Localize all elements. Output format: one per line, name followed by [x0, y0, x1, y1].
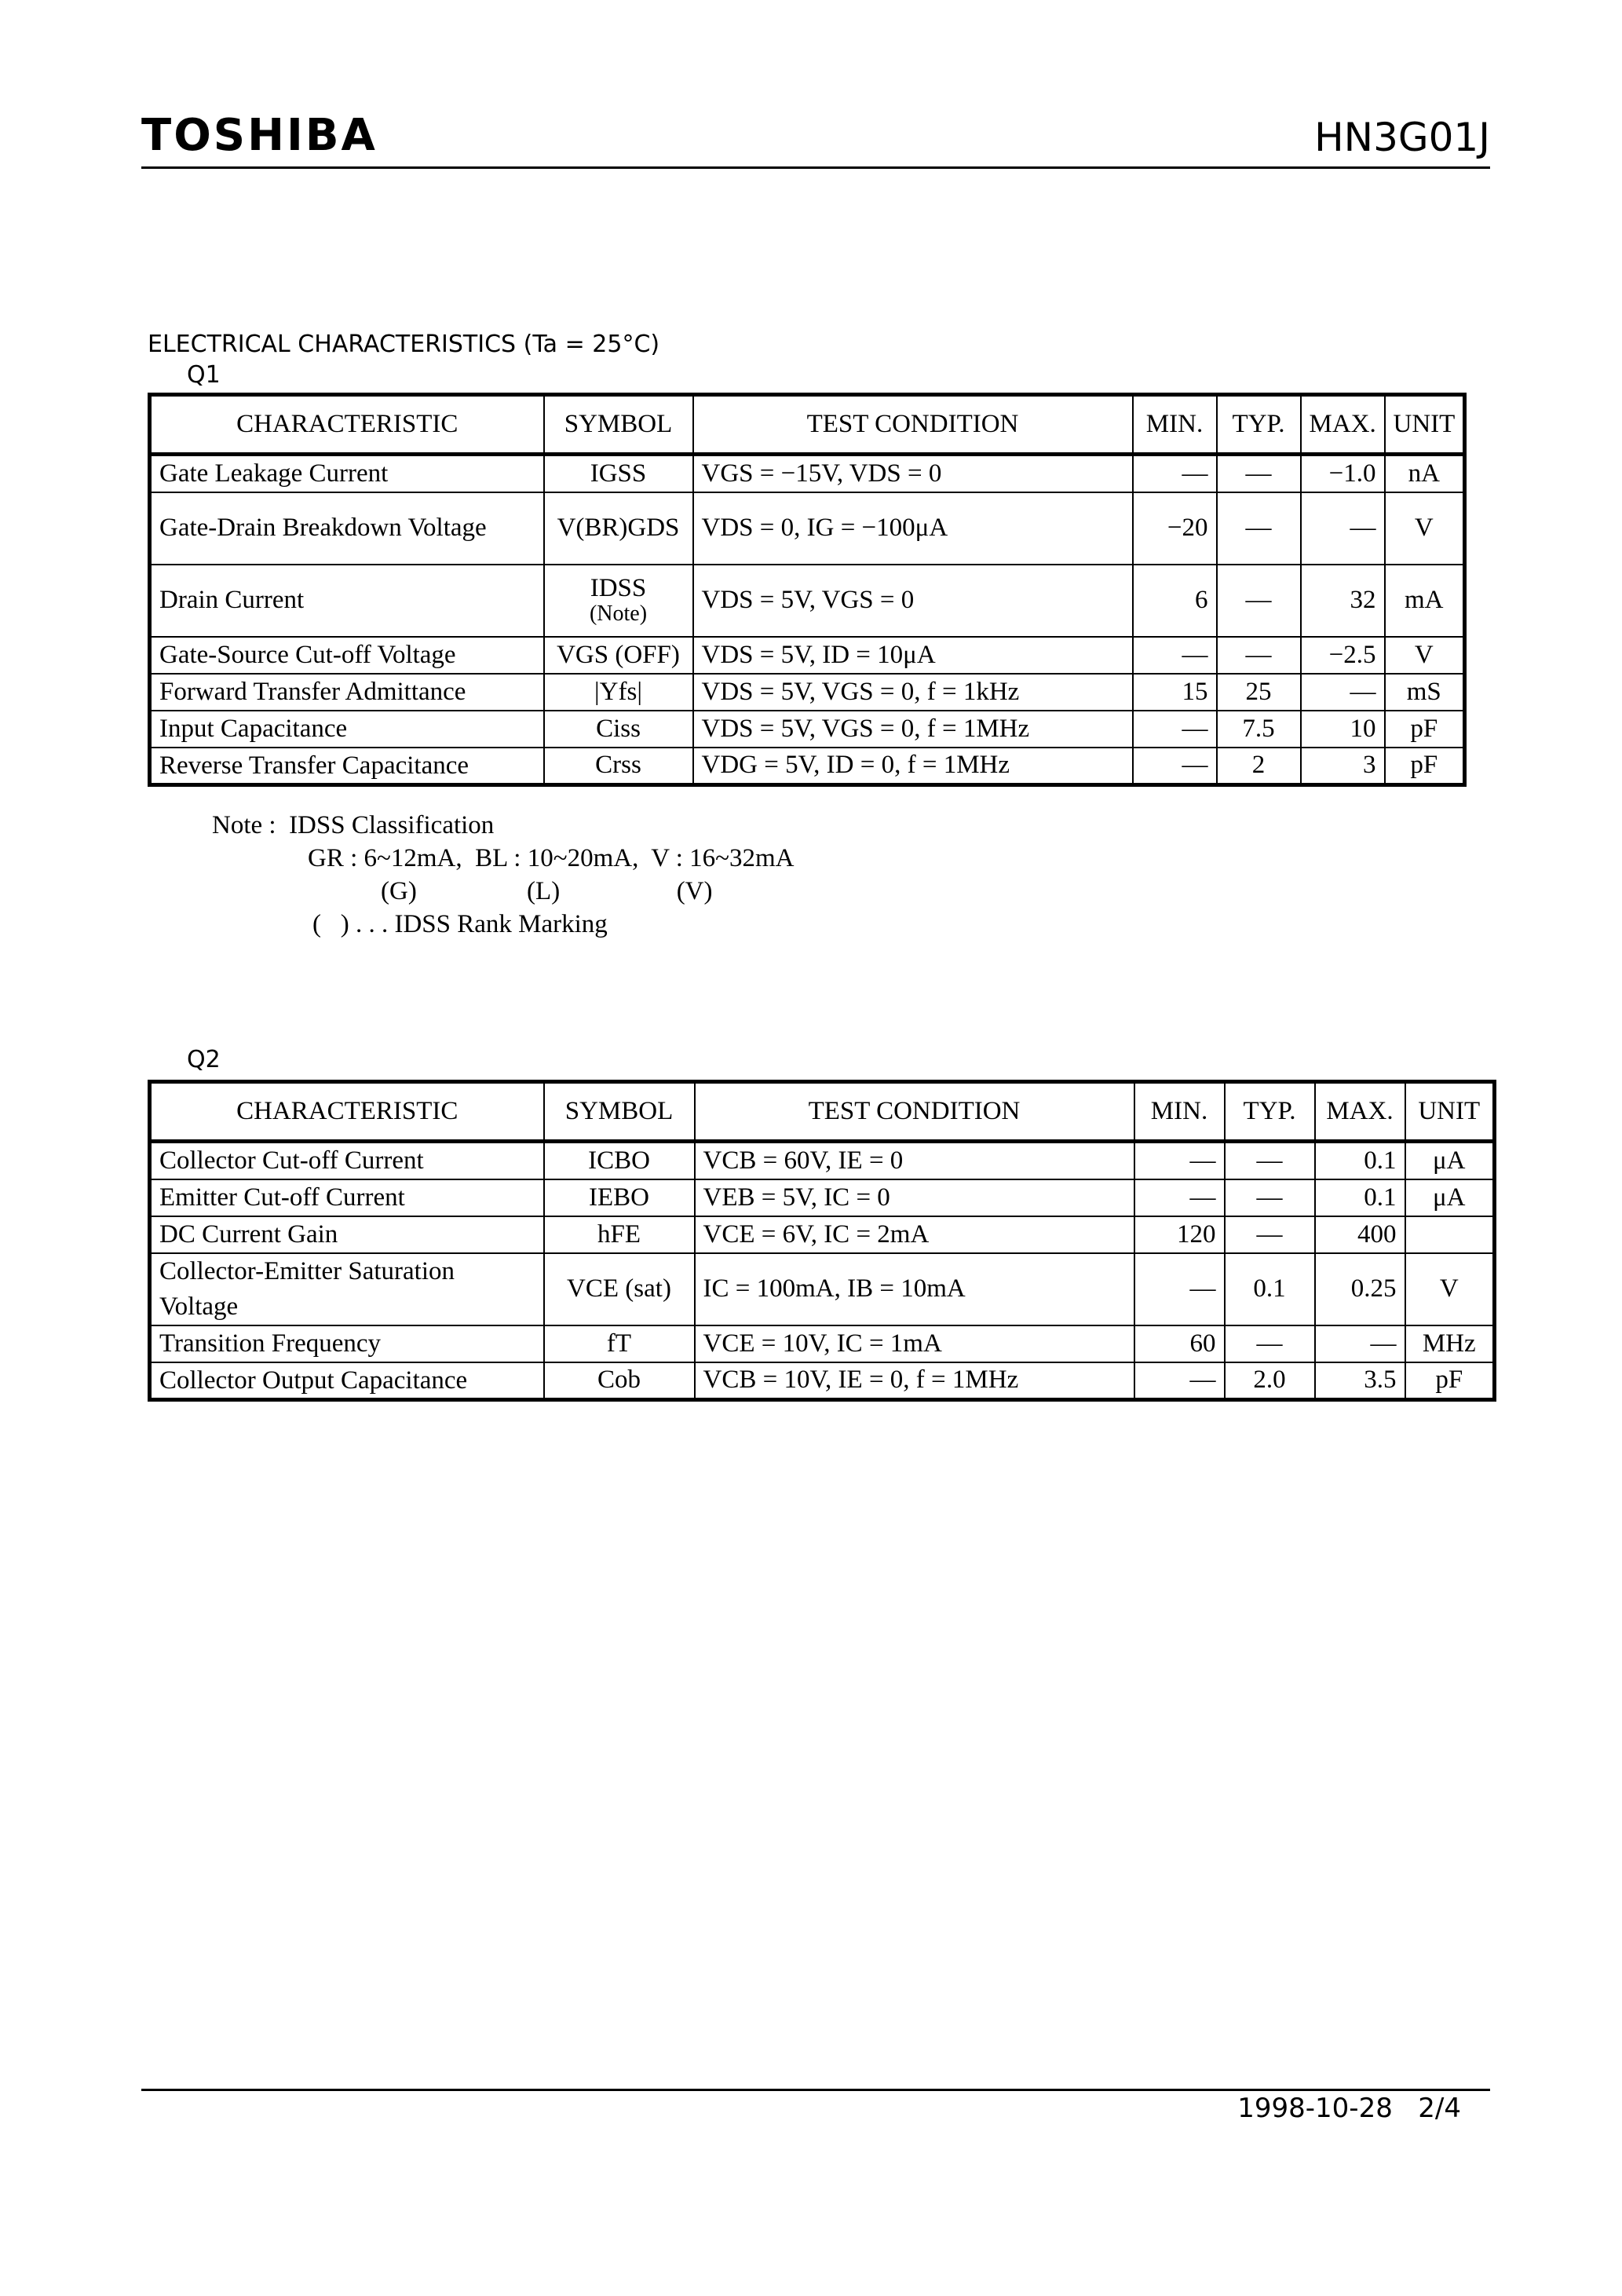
cell-condition: VDG = 5V, ID = 0, f = 1MHz	[693, 748, 1133, 785]
cell-characteristic: Gate-Source Cut-off Voltage	[150, 637, 544, 674]
cell-typ: —	[1217, 637, 1301, 674]
q1-header-row	[150, 395, 1465, 455]
cell-characteristic: Gate Leakage Current	[150, 455, 544, 492]
note-line-4: ( ) . . . IDSS Rank Marking	[312, 910, 608, 938]
cell-unit: V	[1405, 1253, 1495, 1325]
cell-unit: mA	[1385, 565, 1465, 637]
col-symbol: SYMBOL	[544, 395, 693, 455]
cell-typ: 2.0	[1225, 1362, 1315, 1400]
cell-unit: V	[1385, 637, 1465, 674]
cell-symbol: Cob	[544, 1362, 695, 1400]
cell-typ: —	[1225, 1325, 1315, 1362]
cell-characteristic: DC Current Gain	[150, 1216, 544, 1253]
q2-label: Q2	[187, 1046, 221, 1073]
col-min: MIN.	[1134, 1082, 1225, 1142]
col-typ: TYP.	[1225, 1082, 1315, 1142]
cell-max: —	[1301, 492, 1385, 565]
cell-typ: 25	[1217, 674, 1301, 711]
symbol-text: IDSS	[590, 574, 647, 602]
cell-characteristic: Emitter Cut-off Current	[150, 1179, 544, 1216]
cell-symbol: IGSS	[544, 455, 693, 492]
table-row	[150, 1179, 1495, 1216]
cell-condition: VCE = 6V, IC = 2mA	[695, 1216, 1134, 1253]
cell-characteristic: Forward Transfer Admittance	[150, 674, 544, 711]
cell-typ: 0.1	[1225, 1253, 1315, 1325]
cell-typ: —	[1217, 565, 1301, 637]
cell-condition: VCB = 10V, IE = 0, f = 1MHz	[695, 1362, 1134, 1400]
cell-unit: μA	[1405, 1179, 1495, 1216]
cell-unit: V	[1385, 492, 1465, 565]
footer-date: 1998-10-28	[1237, 2093, 1393, 2124]
cell-condition: IC = 100mA, IB = 10mA	[695, 1253, 1134, 1325]
q2-table	[148, 1080, 1496, 1402]
col-test-condition: TEST CONDITION	[695, 1082, 1134, 1142]
cell-characteristic: Collector Cut-off Current	[150, 1142, 544, 1179]
cell-unit: pF	[1405, 1362, 1495, 1400]
cell-max: 3	[1301, 748, 1385, 785]
col-test-condition: TEST CONDITION	[693, 395, 1133, 455]
cell-characteristic: Collector-Emitter Saturation Voltage	[150, 1253, 544, 1325]
table-row	[150, 1362, 1495, 1400]
cell-unit: mS	[1385, 674, 1465, 711]
cell-min: 15	[1133, 674, 1217, 711]
col-unit: UNIT	[1405, 1082, 1495, 1142]
cell-min: 120	[1134, 1216, 1225, 1253]
cell-symbol: V(BR)GDS	[544, 492, 693, 565]
table-row	[150, 748, 1465, 785]
table-row	[150, 674, 1465, 711]
cell-unit: nA	[1385, 455, 1465, 492]
cell-typ: 2	[1217, 748, 1301, 785]
cell-condition: VDS = 5V, VGS = 0, f = 1MHz	[693, 711, 1133, 748]
cell-min: —	[1133, 637, 1217, 674]
cell-condition: VGS = −15V, VDS = 0	[693, 455, 1133, 492]
brand-logo: TOSHIBA	[141, 110, 378, 161]
table-row	[150, 455, 1465, 492]
cell-min: —	[1134, 1142, 1225, 1179]
part-number: HN3G01J	[1314, 115, 1490, 160]
cell-unit: pF	[1385, 711, 1465, 748]
cell-min: —	[1133, 748, 1217, 785]
col-symbol: SYMBOL	[544, 1082, 695, 1142]
cell-condition: VCE = 10V, IC = 1mA	[695, 1325, 1134, 1362]
col-characteristic: CHARACTERISTIC	[150, 1082, 544, 1142]
col-unit: UNIT	[1385, 395, 1465, 455]
cell-symbol: Crss	[544, 748, 693, 785]
cell-symbol	[544, 565, 693, 637]
cell-typ: —	[1217, 455, 1301, 492]
cell-typ: —	[1225, 1179, 1315, 1216]
table-row	[150, 711, 1465, 748]
col-min: MIN.	[1133, 395, 1217, 455]
col-typ: TYP.	[1217, 395, 1301, 455]
cell-max: 3.5	[1315, 1362, 1405, 1400]
cell-characteristic: Reverse Transfer Capacitance	[150, 748, 544, 785]
cell-max: 0.25	[1315, 1253, 1405, 1325]
cell-characteristic: Drain Current	[150, 565, 544, 637]
q1-label: Q1	[187, 361, 221, 389]
cell-min: −20	[1133, 492, 1217, 565]
cell-max: 0.1	[1315, 1179, 1405, 1216]
cell-typ: —	[1217, 492, 1301, 565]
q1-table	[148, 393, 1467, 787]
cell-max: —	[1301, 674, 1385, 711]
cell-min: —	[1134, 1362, 1225, 1400]
cell-condition: VEB = 5V, IC = 0	[695, 1179, 1134, 1216]
cell-condition: VDS = 5V, VGS = 0	[693, 565, 1133, 637]
table-row	[150, 637, 1465, 674]
cell-symbol: fT	[544, 1325, 695, 1362]
cell-symbol: VGS (OFF)	[544, 637, 693, 674]
cell-condition: VCB = 60V, IE = 0	[695, 1142, 1134, 1179]
cell-symbol: IEBO	[544, 1179, 695, 1216]
cell-symbol: hFE	[544, 1216, 695, 1253]
symbol-note: (Note)	[589, 601, 648, 627]
table-row	[150, 492, 1465, 565]
cell-min: —	[1134, 1253, 1225, 1325]
col-max: MAX.	[1301, 395, 1385, 455]
table-row	[150, 1325, 1495, 1362]
col-max: MAX.	[1315, 1082, 1405, 1142]
cell-condition: VDS = 5V, ID = 10μA	[693, 637, 1133, 674]
cell-unit: μA	[1405, 1142, 1495, 1179]
cell-characteristic: Gate-Drain Breakdown Voltage	[150, 492, 544, 565]
cell-typ: 7.5	[1217, 711, 1301, 748]
cell-max: —	[1315, 1325, 1405, 1362]
footer-info	[1237, 2095, 1461, 2122]
cell-unit	[1405, 1216, 1495, 1253]
table-row	[150, 1216, 1495, 1253]
cell-min: 60	[1134, 1325, 1225, 1362]
table-row	[150, 1253, 1495, 1325]
header-divider	[141, 166, 1490, 169]
cell-max: 32	[1301, 565, 1385, 637]
note-line-2: GR : 6~12mA, BL : 10~20mA, V : 16~32mA	[308, 844, 795, 872]
cell-condition: VDS = 0, IG = −100μA	[693, 492, 1133, 565]
cell-max: −2.5	[1301, 637, 1385, 674]
cell-characteristic: Collector Output Capacitance	[150, 1362, 544, 1400]
cell-min: —	[1134, 1179, 1225, 1216]
cell-unit: MHz	[1405, 1325, 1495, 1362]
cell-unit: pF	[1385, 748, 1465, 785]
footer-page: 2/4	[1418, 2093, 1461, 2124]
footer-divider	[141, 2089, 1490, 2091]
cell-symbol: VCE (sat)	[544, 1253, 695, 1325]
cell-condition: VDS = 5V, VGS = 0, f = 1kHz	[693, 674, 1133, 711]
cell-symbol: ICBO	[544, 1142, 695, 1179]
cell-max: 0.1	[1315, 1142, 1405, 1179]
cell-typ: —	[1225, 1216, 1315, 1253]
cell-min: —	[1133, 711, 1217, 748]
cell-typ: —	[1225, 1142, 1315, 1179]
col-characteristic: CHARACTERISTIC	[150, 395, 544, 455]
cell-symbol: Ciss	[544, 711, 693, 748]
q2-header-row	[150, 1082, 1495, 1142]
cell-characteristic: Input Capacitance	[150, 711, 544, 748]
note-line-1: Note : IDSS Classification	[212, 811, 495, 839]
cell-max: 10	[1301, 711, 1385, 748]
table-row	[150, 565, 1465, 637]
cell-max: −1.0	[1301, 455, 1385, 492]
cell-max: 400	[1315, 1216, 1405, 1253]
table-row	[150, 1142, 1495, 1179]
cell-symbol: |Yfs|	[544, 674, 693, 711]
idss-note	[212, 809, 795, 941]
cell-min: —	[1133, 455, 1217, 492]
cell-min: 6	[1133, 565, 1217, 637]
note-line-3: (G) (L) (V)	[381, 877, 713, 905]
cell-characteristic: Transition Frequency	[150, 1325, 544, 1362]
section-title: ELECTRICAL CHARACTERISTICS (Ta = 25°C)	[148, 331, 660, 358]
